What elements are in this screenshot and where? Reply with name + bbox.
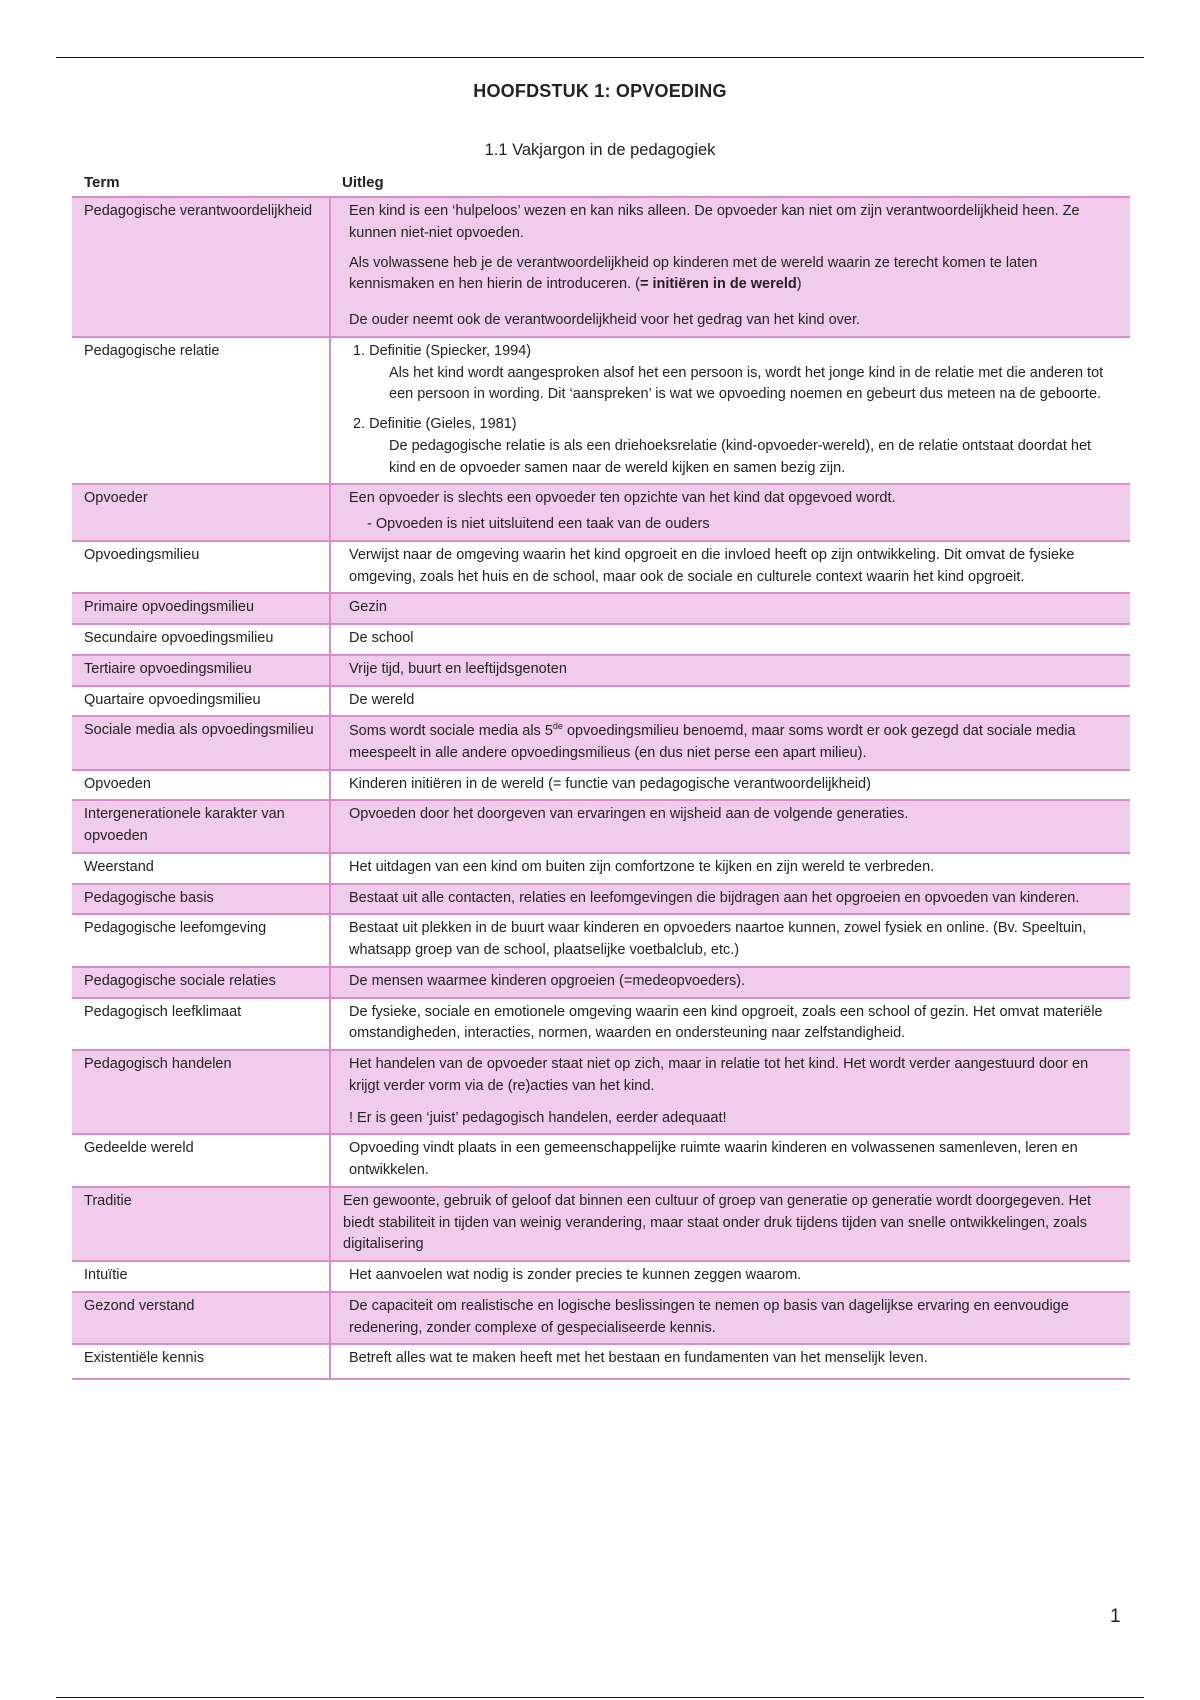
- explanation-cell: Betreft alles wat te maken heeft met het bestaan en fundamenten van het menselijk leven.: [330, 1344, 1130, 1379]
- term-cell: Primaire opvoedingsmilieu: [72, 593, 330, 624]
- term-cell: Existentiële kennis: [72, 1344, 330, 1379]
- table-row: [72, 998, 1130, 1051]
- term-cell: Quartaire opvoedingsmilieu: [72, 686, 330, 717]
- explanation-cell: Het aanvoelen wat nodig is zonder precies te kunnen zeggen waarom.: [330, 1261, 1130, 1292]
- explanation-cell: De mensen waarmee kinderen opgroeien (=medeopvoeders).: [330, 967, 1130, 998]
- explanation-cell: [330, 197, 1130, 337]
- table-row: [72, 770, 1130, 801]
- definition-body: De pedagogische relatie is als een driehoeksrelatie (kind-opvoeder-wereld), en de relatie ontstaat doordat het kind en de opvoeder samen naar de wereld kijken en samen bezig zijn.: [389, 437, 1092, 476]
- page-number: 1: [1110, 1606, 1121, 1627]
- explanation-cell: Bestaat uit plekken in de buurt waar kinderen en opvoeders naartoe kunnen, zowel fysiek en online. (Bv. Speeltuin, whatsapp groep van de school, plaatselijke voetbalclub, etc.): [330, 914, 1130, 967]
- term-cell: Pedagogische relatie: [72, 337, 330, 485]
- column-header-term: Term: [72, 168, 330, 197]
- table-row: [72, 1050, 1130, 1134]
- term-cell: Traditie: [72, 1187, 330, 1261]
- explanation-cell: Opvoeden door het doorgeven van ervaringen en wijsheid aan de volgende generaties.: [330, 800, 1130, 853]
- term-cell: Secundaire opvoedingsmilieu: [72, 624, 330, 655]
- definition-list: [349, 341, 1120, 480]
- term-cell: Pedagogische leefomgeving: [72, 914, 330, 967]
- table-row: [72, 337, 1130, 485]
- table-row: [72, 593, 1130, 624]
- explanation-cell: De wereld: [330, 686, 1130, 717]
- term-cell: Pedagogisch handelen: [72, 1050, 330, 1134]
- term-cell: Opvoeder: [72, 484, 330, 541]
- explanation-text: Een opvoeder is slechts een opvoeder ten opzichte van het kind dat opgevoed wordt.: [349, 490, 896, 507]
- term-cell: Gezond verstand: [72, 1292, 330, 1345]
- table-row: [72, 655, 1130, 686]
- table-row: [72, 197, 1130, 337]
- glossary-table: [72, 168, 1130, 1380]
- explanation-cell: De capaciteit om realistische en logische beslissingen te nemen op basis van dagelijkse ervaring en eenvoudige redenering, zonder complexe of gespecialiseerde kennis.: [330, 1292, 1130, 1345]
- table-row: [72, 1292, 1130, 1345]
- table-row: [72, 1187, 1130, 1261]
- table-header-row: [72, 168, 1130, 197]
- table-row: [72, 800, 1130, 853]
- definition-item: [349, 414, 1120, 479]
- explanation-cell: Gezin: [330, 593, 1130, 624]
- table-row: [72, 624, 1130, 655]
- table-row: [72, 1344, 1130, 1379]
- definition-item: [349, 341, 1120, 406]
- definition-body: Als het kind wordt aangesproken alsof het een persoon is, wordt het jonge kind in de relatie met die anderen tot een persoon in wording. Dit ‘aanspreken’ is wat we opvoeding noemen en gebeurt dus meteen na de geboorte.: [389, 364, 1104, 403]
- table-row: [72, 716, 1130, 769]
- explanation-cell: [330, 337, 1130, 485]
- term-cell: Intergenerationele karakter van opvoeden: [72, 800, 330, 853]
- term-cell: Pedagogische sociale relaties: [72, 967, 330, 998]
- term-cell: Pedagogische basis: [72, 884, 330, 915]
- explanation-cell: Bestaat uit alle contacten, relaties en leefomgevingen die bijdragen aan het opgroeien en opvoeden van kinderen.: [330, 884, 1130, 915]
- term-cell: Opvoeden: [72, 770, 330, 801]
- explanation-cell: Kinderen initiëren in de wereld (= functie van pedagogische verantwoordelijkheid): [330, 770, 1130, 801]
- explanation-cell: Een gewoonte, gebruik of geloof dat binnen een cultuur of groep van generatie op generatie wordt doorgegeven. Het biedt stabiliteit in tijden van weinig verandering, maar staat onder druk tijdens tijden van snelle ontwikkelingen, zoals digitalisering: [330, 1187, 1130, 1261]
- explanation-text: Als volwassene heb je de verantwoordelijkheid op kinderen met de wereld waarin ze terecht komen te laten kennismaken en hen hierin de introduceren. (= initiëren in de wereld): [349, 254, 1038, 293]
- table-row: [72, 967, 1130, 998]
- term-cell: Gedeelde wereld: [72, 1134, 330, 1187]
- section-subtitle: 1.1 Vakjargon in de pedagogiek: [484, 141, 716, 159]
- term-cell: Intuïtie: [72, 1261, 330, 1292]
- column-header-uitleg: Uitleg: [330, 168, 1130, 197]
- term-cell: Opvoedingsmilieu: [72, 541, 330, 594]
- dash-list-item: - Opvoeden is niet uitsluitend een taak van de ouders: [367, 516, 710, 532]
- table-row: [72, 884, 1130, 915]
- table-row: [72, 484, 1130, 541]
- table-row: [72, 541, 1130, 594]
- explanation-cell: Soms wordt sociale media als 5de opvoedingsmilieu benoemd, maar soms wordt er ook gezegd dat sociale media meespeelt in alle andere opvoedingsmilieus (en dus niet perse een apart milieu).: [330, 716, 1130, 769]
- table-row: [72, 914, 1130, 967]
- top-rule: [56, 57, 1144, 58]
- table-row: [72, 1261, 1130, 1292]
- explanation-text: Het handelen van de opvoeder staat niet op zich, maar in relatie tot het kind. Het wordt verder aangestuurd door en krijgt verder vorm via de (re)acties van het kind.: [349, 1056, 1089, 1094]
- explanation-text: Een kind is een ‘hulpeloos’ wezen en kan niks alleen. De opvoeder kan niet om zijn verantwoordelijkheid heen. Ze kunnen niet-niet opvoeden.: [349, 203, 1080, 241]
- definition-heading: 2. Definitie (Gieles, 1981): [353, 416, 517, 432]
- explanation-cell: [330, 1050, 1130, 1134]
- definition-heading: 1. Definitie (Spiecker, 1994): [353, 342, 532, 359]
- explanation-cell: Opvoeding vindt plaats in een gemeenschappelijke ruimte waarin kinderen en volwassenen samenleven, leren en ontwikkelen.: [330, 1134, 1130, 1187]
- explanation-text: ! Er is geen ‘juist’ pedagogisch handelen, eerder adequaat!: [349, 1109, 727, 1126]
- page-title: HOOFDSTUK 1: OPVOEDING: [473, 81, 727, 101]
- explanation-cell: Vrije tijd, buurt en leeftijdsgenoten: [330, 655, 1130, 686]
- term-cell: Tertiaire opvoedingsmilieu: [72, 655, 330, 686]
- bottom-rule: [56, 1697, 1144, 1698]
- term-cell: Pedagogisch leefklimaat: [72, 998, 330, 1051]
- table-row: [72, 853, 1130, 884]
- explanation-cell: Verwijst naar de omgeving waarin het kind opgroeit en die invloed heeft op zijn ontwikkeling. Dit omvat de fysieke omgeving, zoals het huis en de school, maar ook de sociale en culturele context waarin het kind opgroeit.: [330, 541, 1130, 594]
- explanation-text: De ouder neemt ook de verantwoordelijkheid voor het gedrag van het kind over.: [349, 312, 861, 328]
- explanation-cell: [330, 484, 1130, 541]
- table-row: [72, 686, 1130, 717]
- term-cell: Sociale media als opvoedingsmilieu: [72, 716, 330, 769]
- explanation-cell: De school: [330, 624, 1130, 655]
- table-row: [72, 1134, 1130, 1187]
- explanation-cell: Het uitdagen van een kind om buiten zijn comfortzone te kijken en zijn wereld te verbreden.: [330, 853, 1130, 884]
- term-cell: Pedagogische verantwoordelijkheid: [72, 197, 330, 337]
- term-cell: Weerstand: [72, 853, 330, 884]
- explanation-cell: De fysieke, sociale en emotionele omgeving waarin een kind opgroeit, zoals een school of gezin. Het omvat materiële omstandigheden, interacties, normen, waarden en ondersteuning naar zelfstandigheid.: [330, 998, 1130, 1051]
